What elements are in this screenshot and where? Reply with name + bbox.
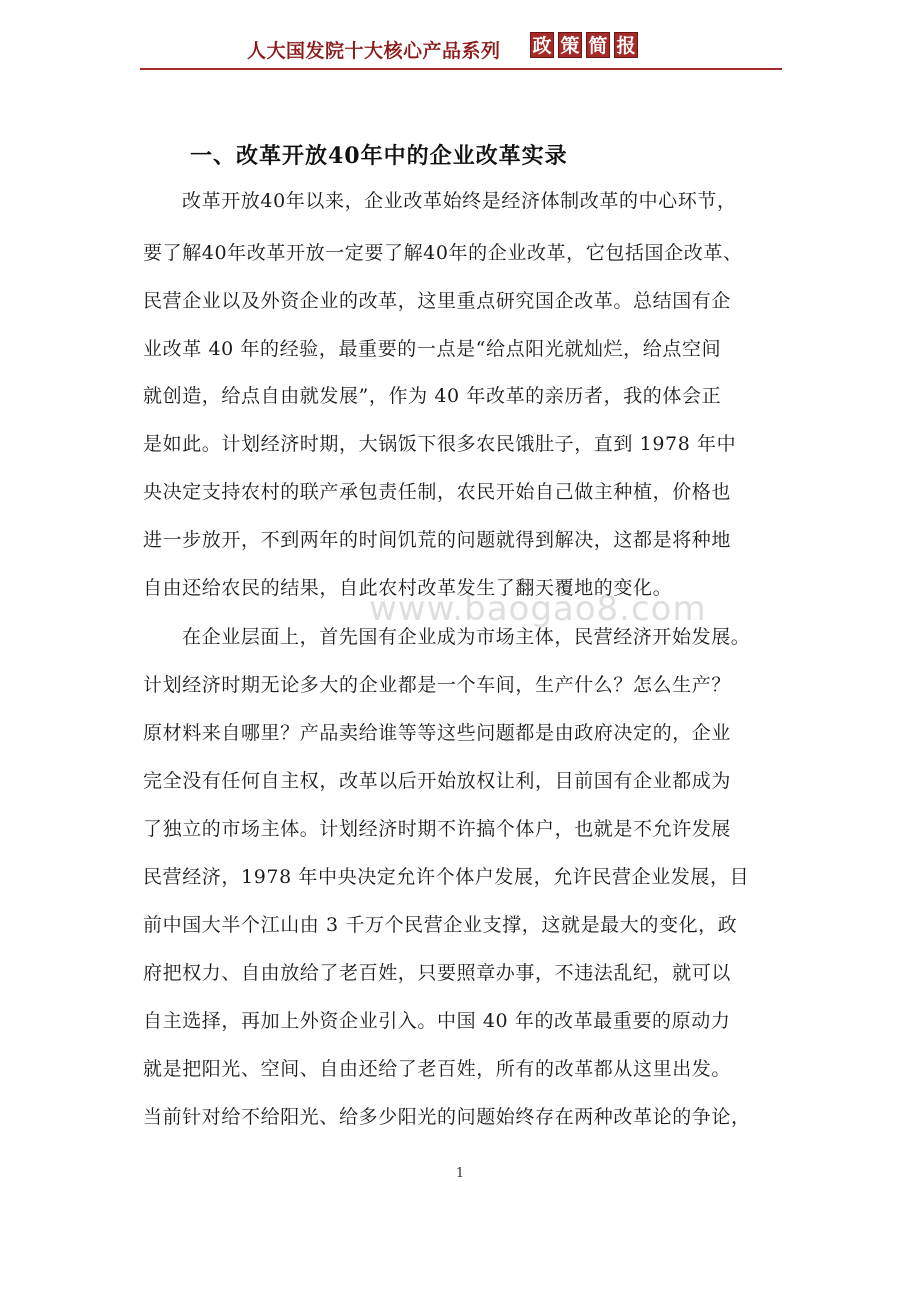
tag-char: 简 <box>586 32 610 58</box>
paragraph-line: 原材料来自哪里？产品卖给谁等等这些问题都是由政府决定的，企业 <box>143 722 732 744</box>
paragraph-line: 在企业层面上，首先国有企业成为市场主体，民营经济开始发展。 <box>182 626 751 648</box>
paragraph-line: 民营企业以及外资企业的改革，这里重点研究国企改革。总结国有企 <box>143 290 732 312</box>
paragraph-line: 是如此。计划经济时期，大锅饭下很多农民饿肚子，直到 1978 年中 <box>143 433 737 455</box>
tag-char: 政 <box>530 32 554 58</box>
watermark: www.baogao8.com <box>369 589 707 629</box>
paragraph-line: 就创造，给点自由就发展”，作为 40 年改革的亲历者，我的体会正 <box>143 385 722 407</box>
paragraph-line: 完全没有任何自主权，改革以后开始放权让利，目前国有企业都成为 <box>143 770 732 792</box>
paragraph-line: 改革开放40年以来，企业改革始终是经济体制改革的中心环节， <box>182 190 737 212</box>
policy-brief-tag <box>530 32 638 58</box>
section-heading: 一、改革开放40年中的企业改革实录 <box>190 143 568 169</box>
paragraph-line: 就是把阳光、空间、自由还给了老百姓，所有的改革都从这里出发。 <box>143 1058 732 1080</box>
page-number: 1 <box>455 1166 465 1181</box>
series-title: 人大国发院十大核心产品系列 <box>247 40 501 62</box>
paragraph-line: 前中国大半个江山由 3 千万个民营企业支撑，这就是最大的变化，政 <box>143 914 738 936</box>
paragraph-line: 自由还给农民的结果，自此农村改革发生了翻天覆地的变化。 <box>143 577 673 599</box>
paragraph-line: 自主选择，再加上外资企业引入。中国 40 年的改革最重要的原动力 <box>143 1010 731 1032</box>
paragraph-line: 府把权力、自由放给了老百姓，只要照章办事，不违法乱纪，就可以 <box>143 962 732 984</box>
tag-char: 报 <box>614 32 638 58</box>
paragraph-line: 业改革 40 年的经验，最重要的一点是“给点阳光就灿烂，给点空间 <box>143 338 722 360</box>
paragraph-line: 要了解40年改革开放一定要了解40年的企业改革，它包括国企改革、 <box>143 242 743 264</box>
paragraph-line: 进一步放开，不到两年的时间饥荒的问题就得到解决，这都是将种地 <box>143 529 732 551</box>
paragraph-line: 了独立的市场主体。计划经济时期不许搞个体户，也就是不允许发展 <box>143 818 732 840</box>
tag-char: 策 <box>558 32 582 58</box>
paragraph-line: 当前针对给不给阳光、给多少阳光的问题始终存在两种改革论的争论， <box>143 1106 751 1128</box>
paragraph-line: 央决定支持农村的联产承包责任制，农民开始自己做主种植，价格也 <box>143 481 732 503</box>
paragraph-line: 计划经济时期无论多大的企业都是一个车间，生产什么？怎么生产？ <box>143 674 732 696</box>
page-header <box>140 30 782 70</box>
paragraph-line: 民营经济，1978 年中央决定允许个体户发展，允许民营企业发展，目 <box>143 866 750 888</box>
